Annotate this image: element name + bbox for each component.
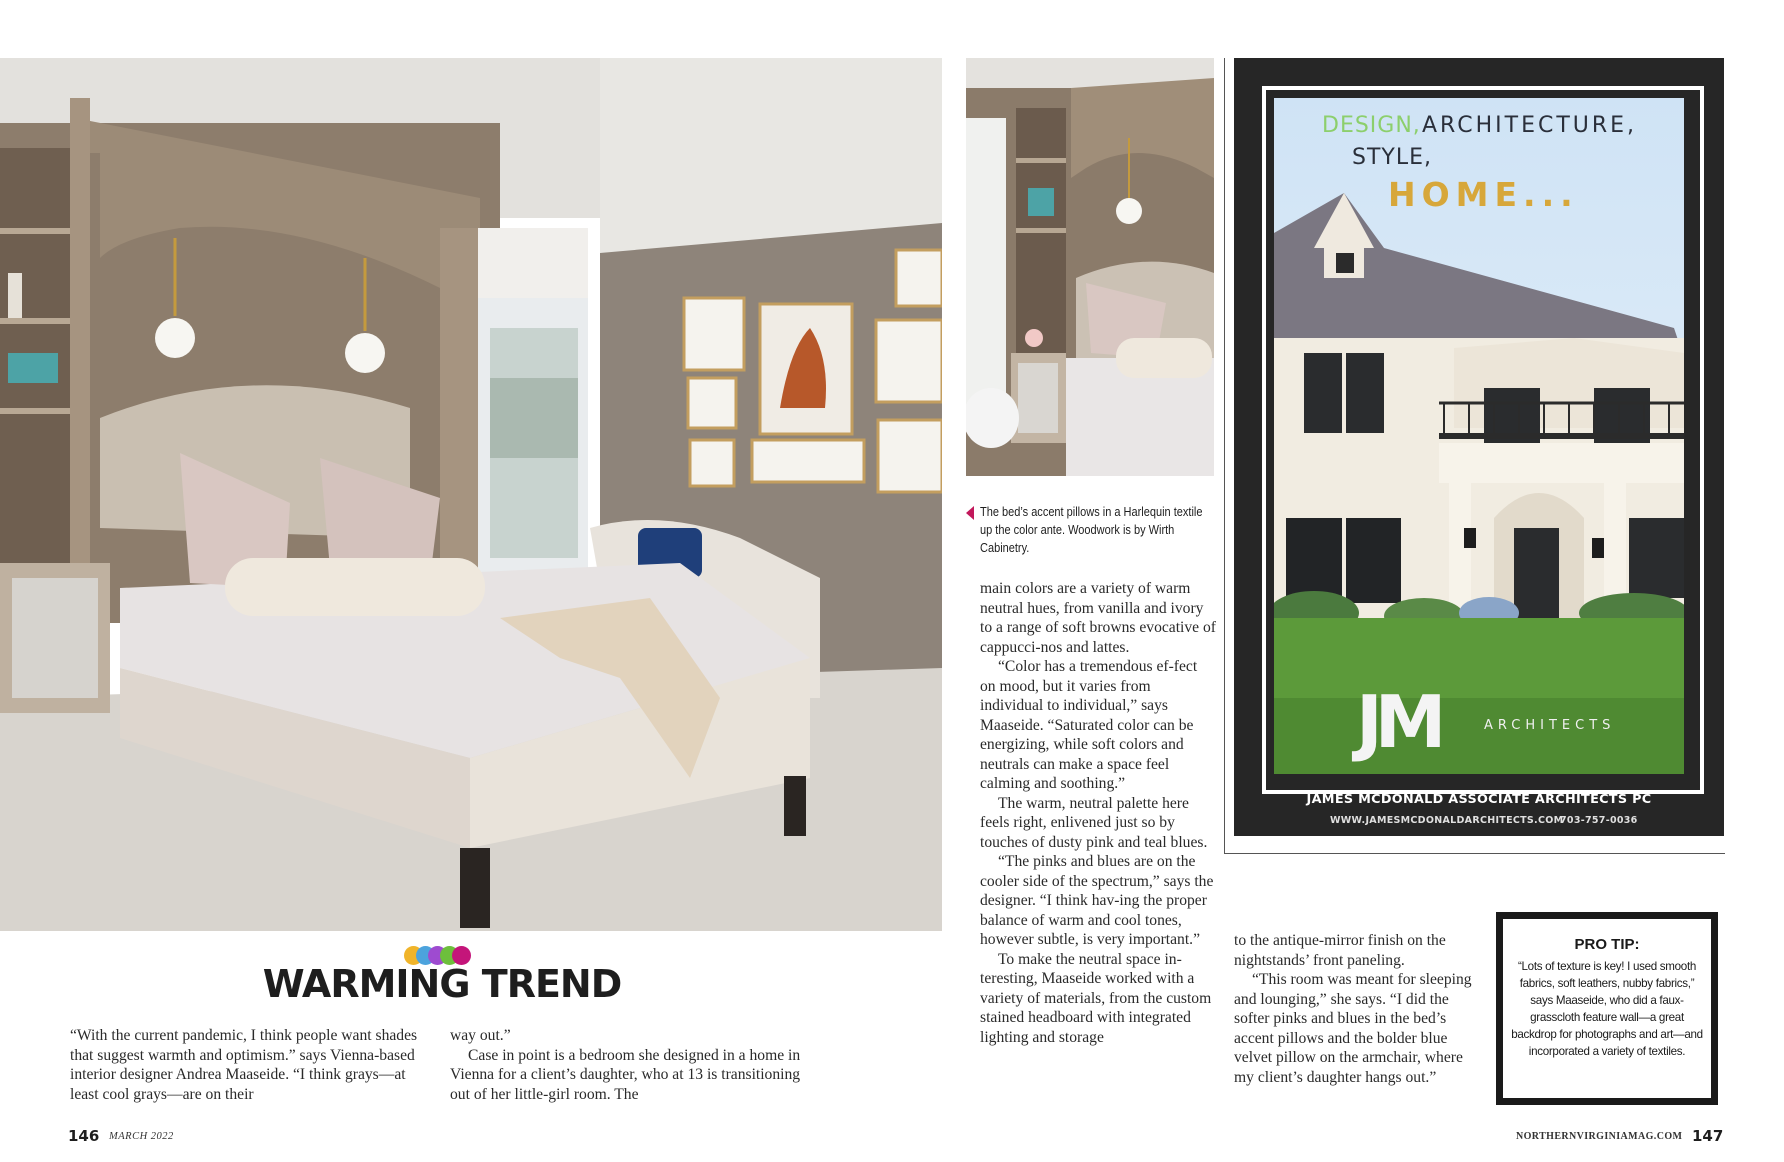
ad-logo-word: ARCHITECTS — [1484, 718, 1616, 733]
page-number-right: 147 — [1692, 1127, 1724, 1145]
right-text-column-1 — [980, 579, 1216, 1047]
ad-headline-accent: DESIGN, — [1322, 113, 1421, 138]
left-text-column-2 — [450, 1026, 810, 1104]
ad-phone: 703-757-0036 — [1560, 815, 1638, 826]
ad-headline-line2: STYLE, — [1352, 145, 1432, 170]
ad-headline-line3: HOME... — [1388, 175, 1579, 214]
bedroom-photo — [0, 58, 942, 931]
paragraph: Case in point is a bedroom she designed in a home in Vienna for a client’s daughter, who at 13 is transitioning out of her little-girl room. The — [450, 1046, 801, 1103]
ad-headline-line1: ARCHITECTURE, — [1422, 113, 1638, 138]
caption-arrow-icon — [966, 506, 974, 520]
paragraph: “With the current pandemic, I think people want shades that suggest warmth and optimism.” says Vienna-based interior designer Andrea Maaseide. “I think grays—at least cool grays—are on their — [70, 1027, 418, 1103]
right-text-column-2 — [1234, 931, 1472, 1087]
photo-caption: The bed’s accent pillows in a Harlequin textile up the color ante. Woodwork is by Wirth Cabinetry. — [980, 504, 1203, 555]
paragraph: “Color has a tremendous ef-fect on mood, but it varies from individual to individual,” says Maaseide. “Saturated color can be energizing, while soft colors and neutrals can make a space feel calming and soothing.” — [980, 658, 1198, 792]
magazine-website: NORTHERNVIRGINIAMAG.COM — [1516, 1131, 1683, 1142]
pro-tip-title: PRO TIP: — [1574, 936, 1640, 953]
paragraph: way out.” — [450, 1027, 511, 1044]
paragraph: To make the neutral space in-teresting, Maaseide worked with a variety of materials, from the custom stained headboard with integrated lighting and storage — [980, 950, 1212, 1046]
paragraph: The warm, neutral palette here feels right, enlivened just so by touches of dusty pink and teal blues. — [980, 794, 1208, 851]
paragraph: “This room was meant for sleeping and lounging,” she says. “I did the softer pinks and blues in the bed’s accent pillows and the bolder blue velvet pillow on the armchair, where my client’s daughter hangs out.” — [1234, 971, 1472, 1086]
ad-company-name: JAMES MCDONALD ASSOCIATE ARCHITECTS PC — [1306, 792, 1652, 807]
left-text-column-1 — [70, 1026, 430, 1104]
article-headline: WARMING TREND — [262, 962, 622, 1006]
paragraph: main colors are a variety of warm neutral hues, from vanilla and ivory to a range of soft browns evocative of cappucci-nos and lattes. — [980, 580, 1216, 656]
paragraph: “The pinks and blues are on the cooler side of the spectrum,” says the designer. “I think hav-ing the proper balance of warm and cool tones, however subtle, is very important.” — [980, 853, 1214, 948]
page-number-left: 146 — [68, 1127, 100, 1145]
paragraph: to the antique-mirror finish on the nightstands’ front paneling. — [1234, 932, 1446, 969]
bedroom-detail-photo — [966, 58, 1214, 476]
ad-website[interactable]: WWW.JAMESMCDONALDARCHITECTS.COM — [1330, 815, 1564, 826]
pro-tip-body: “Lots of texture is key! I used smooth fabrics, soft leathers, nubby fabrics,” says Maaseide, who did a faux-grasscloth feature wall—a great backdrop for photographs and art—and incorporated a variety of textiles. — [1511, 960, 1703, 1058]
ad-logo-letters: JM — [1356, 680, 1439, 764]
issue-date: MARCH 2022 — [109, 1131, 174, 1142]
